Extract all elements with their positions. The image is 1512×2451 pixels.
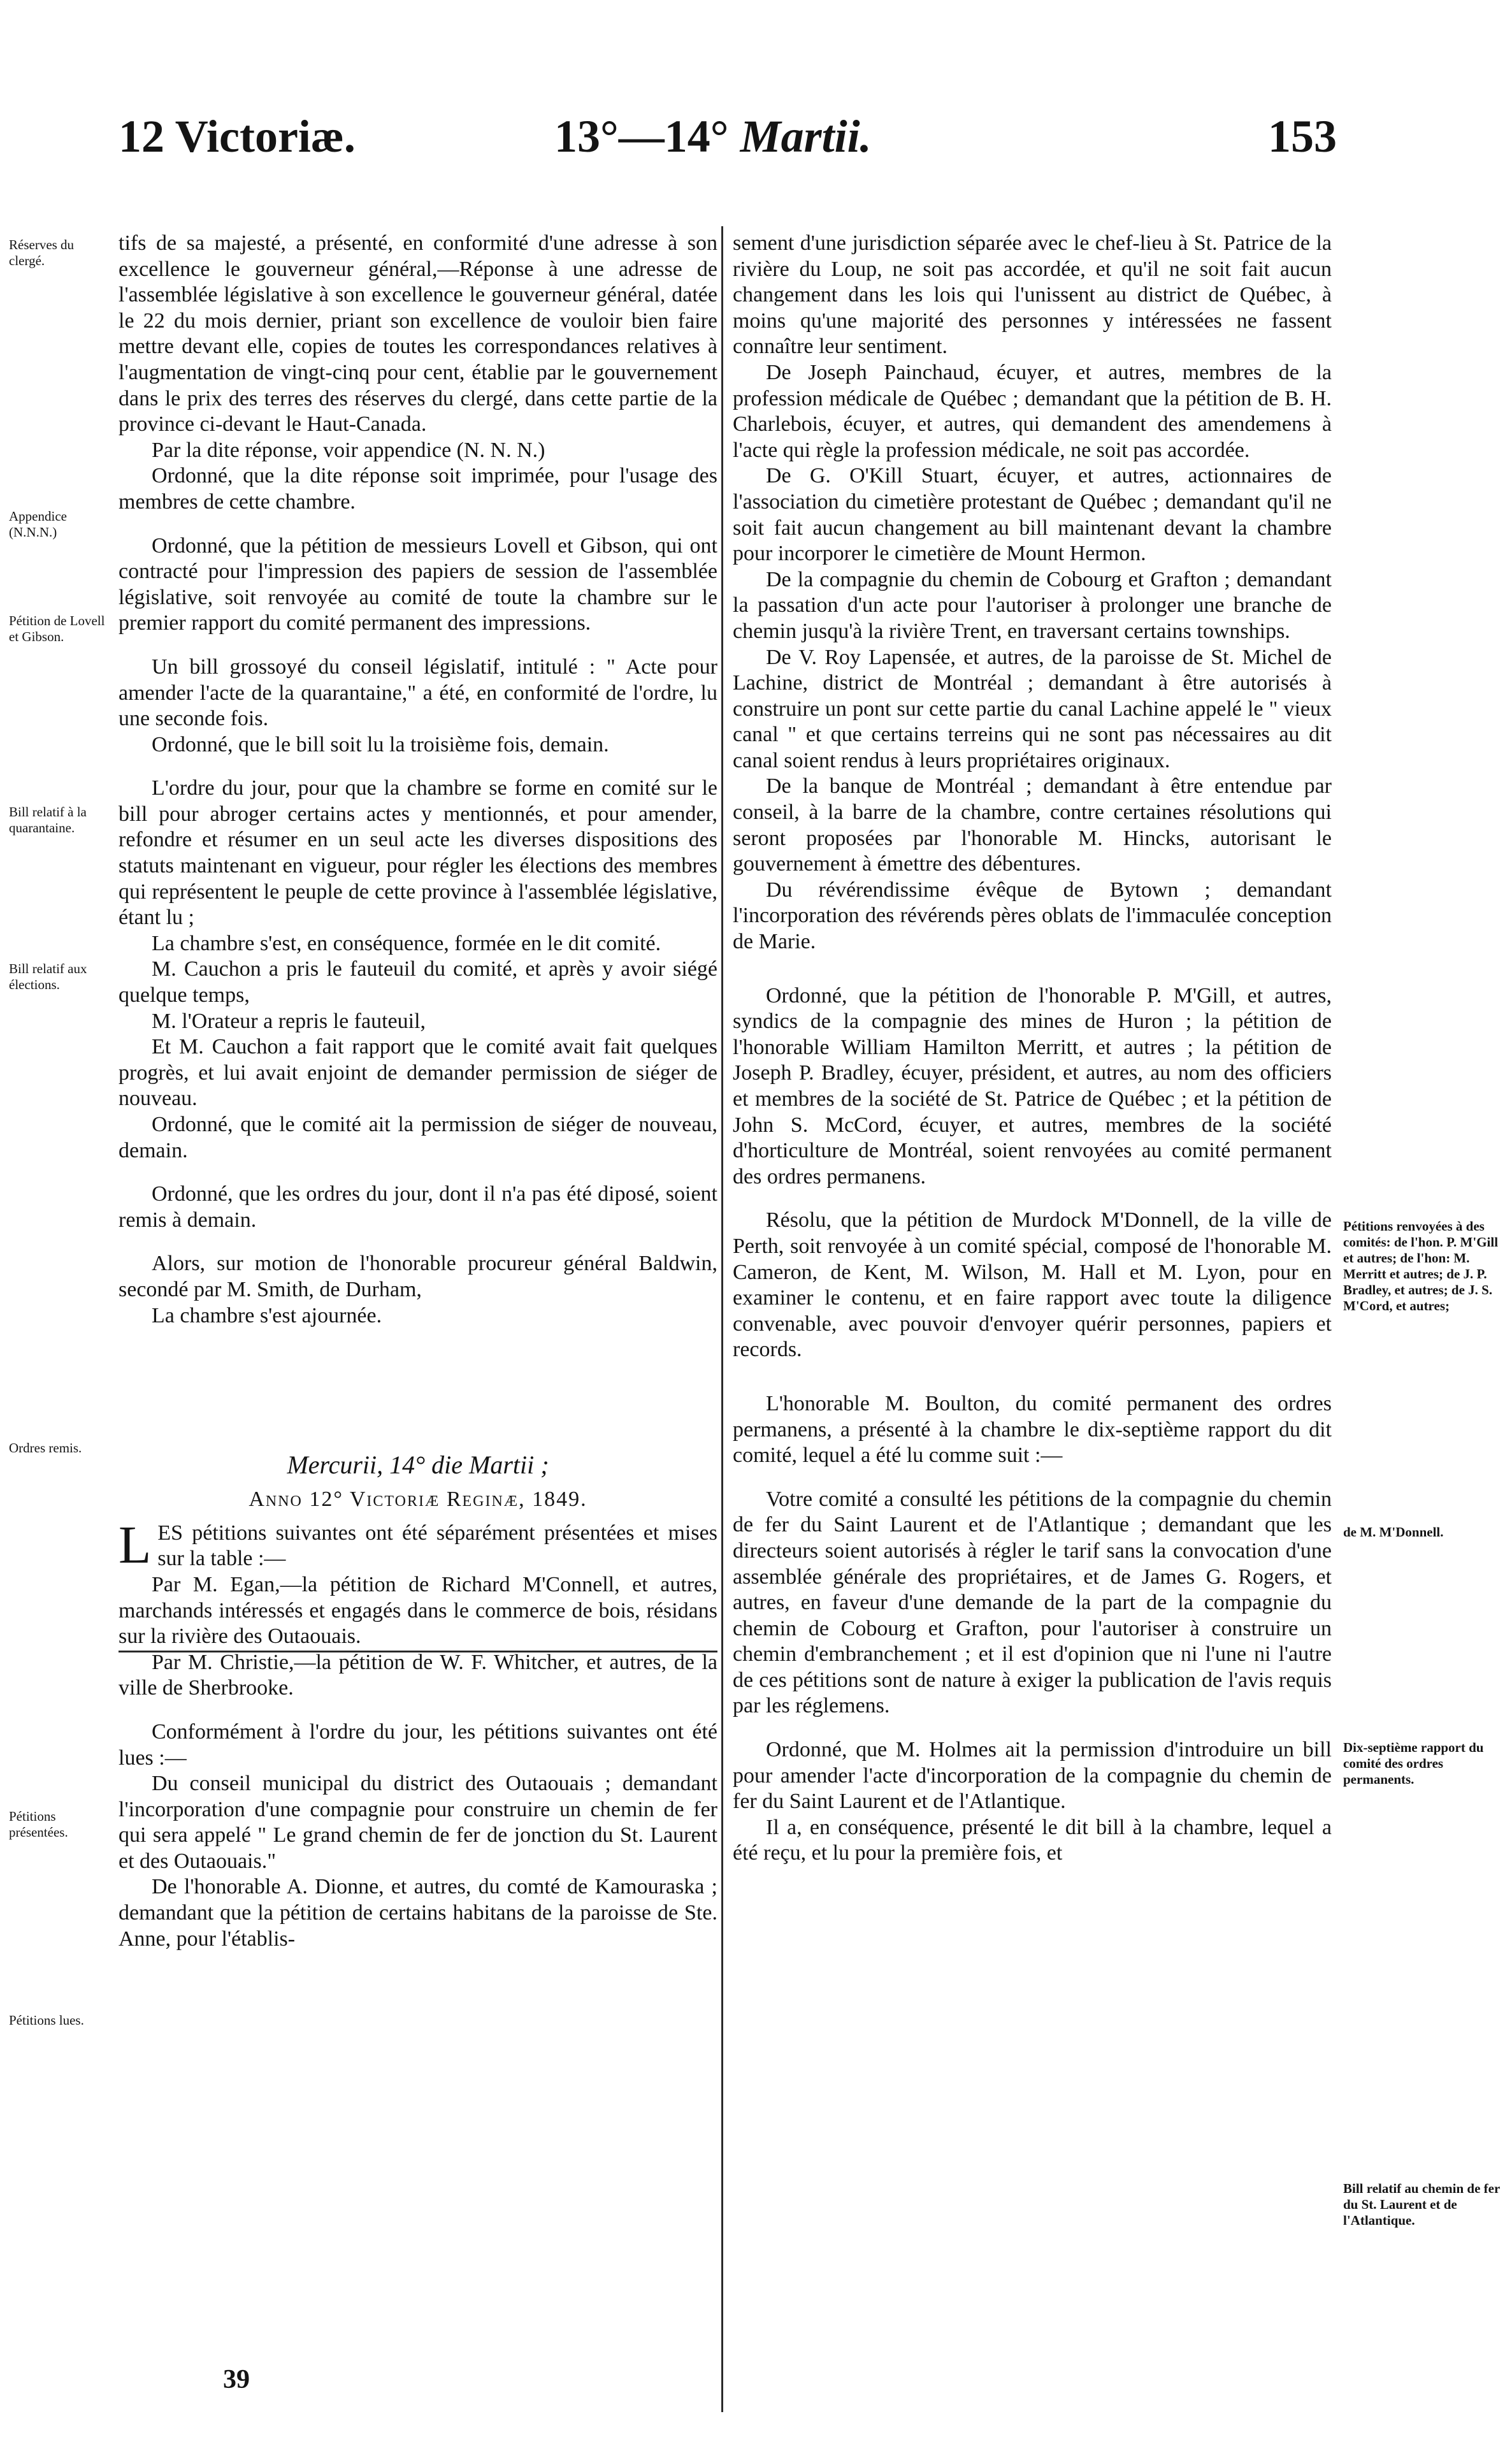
paragraph: tifs de sa majesté, a présenté, en conformité d'une adresse à son excellence le gouverneur général,—Réponse à une adresse de l'assemblée législative à son excellence le gouverneur général, datée le 22 du mois dernier, priant son excellence de vouloir bien faire mettre devant elle, copies de toutes les correspondances relatives à l'augmentation de vingt-cinq pour cent, établie par le gouvernement dans le prix des terres des réserves du clergé, dans cette partie de la province ci-devant le Haut-Canada. <box>119 231 717 437</box>
running-head-days: 13°—14° <box>554 111 729 162</box>
paragraph: Un bill grossoyé du conseil législatif, intitulé : " Acte pour amender l'acte de la quarantaine," a été, en conformité de l'ordre, lu une seconde fois. <box>119 654 717 731</box>
margin-note-mdonnell: de M. M'Donnell. <box>1343 1524 1444 1540</box>
paragraph: De V. Roy Lapensée, et autres, de la paroisse de St. Michel de Lachine, district de Montréal ; demandant à être autorisés à construire un pont sur cette partie du canal Lachine appelé le " vieux canal " et que certains terreins qui ne sont pas nécessaires au dit canal soient rendus à leurs propriétaires originaux. <box>733 645 1332 772</box>
running-head-month: Martii. <box>740 111 872 162</box>
paragraph: L'honorable M. Boulton, du comité permanent des ordres permanens, a présenté à la chambre le dix-septième rapport du dit comité, lequel a été lu comme suit :— <box>733 1391 1332 1468</box>
running-head-left: 12 Victoriæ. <box>119 111 356 162</box>
margin-note-appendice: Appendice (N.N.N.) <box>9 509 67 540</box>
year-line: Anno 12° Victoriæ Reginæ, 1849. <box>248 1487 587 1512</box>
paragraph: Du conseil municipal du district des Outaouais ; demandant l'incorporation d'une compagnie pour construire un chemin de fer qui sera appelé " Le grand chemin de fer de jonction du St. Laurent et des Outaouais." <box>119 1772 717 1873</box>
margin-note-renvoyees: Pétitions renvoyées à des comités: de l'hon. P. M'Gill et autres; de l'hon: M. Merritt et autres; de J. P. Bradley, et autres; de J. S. M'Cord, et autres; <box>1343 1218 1499 1313</box>
running-head-date <box>554 111 872 162</box>
paragraph: M. l'Orateur a repris le fauteuil, <box>152 1009 426 1033</box>
paragraph: Résolu, que la pétition de Murdock M'Donnell, de la ville de Perth, soit renvoyée à un comité spécial, composé de l'honorable M. Cameron, de Kent, M. Wilson, M. Hall et M. Lyon, pour en examiner le contenu, et en faire rapport avec toute la diligence convenable, avec pouvoir d'envoyer quérir personnes, papiers et records. <box>733 1208 1332 1362</box>
drop-cap: L <box>119 1515 152 1575</box>
margin-note-lovell: Pétition de Lovell et Gibson. <box>9 613 105 644</box>
margin-note-dix-septieme: Dix-septième rapport du comité des ordres permanents. <box>1343 1740 1484 1787</box>
paragraph: Par M. Christie,—la pétition de W. F. Whitcher, et autres, de la ville de Sherbrooke. <box>119 1650 717 1700</box>
paragraph: De l'honorable A. Dionne, et autres, du comté de Kamouraska ; demandant que la pétition de certains habitans de la paroisse de Ste. Anne, pour l'établis- <box>119 1875 717 1951</box>
paragraph: Il a, en conséquence, présenté le dit bill à la chambre, lequel a été reçu, et lu pour la première fois, et <box>733 1815 1332 1865</box>
margin-note-reserves: Réserves du clergé. <box>9 237 75 268</box>
paragraph: Conformément à l'ordre du jour, les pétitions suivantes ont été lues :— <box>119 1719 717 1770</box>
paragraph: Ordonné, que les ordres du jour, dont il n'a pas été diposé, soient remis à demain. <box>119 1182 717 1232</box>
paragraph: Votre comité a consulté les pétitions de la compagnie du chemin de fer du Saint Laurent et de l'Atlantique ; demandant que les directeurs soient autorisés à régler le tarif sans la convocation d'une assemblée générale des propriétaires, et de James G. Rogers, et autres, en faveur d'une demande de la part de la compagnie du chemin de Cobourg et Grafton, pour l'autoriser à construire un chemin d'embranchement ; et il est d'opinion que ni l'une ni l'autre de ces pétitions sont de nature à exiger la publication de l'avis requis par les réglemens. <box>733 1487 1332 1718</box>
paragraph: sement d'une jurisdiction séparée avec le chef-lieu à St. Patrice de la rivière du Loup, ne soit pas accordée, et qu'il ne soit fait aucun changement dans les lois qui l'unissent au district de Québec, à moins qu'une majorité des personnes y intéressées ne fassent connaître leur sentiment. <box>733 231 1332 359</box>
paragraph-text: ES pétitions suivantes ont été séparément présentées et mises sur la table :— <box>157 1521 717 1571</box>
paragraph: L'ordre du jour, pour que la chambre se forme en comité sur le bill pour abroger certains actes y mentionnés, et pour amender, refondre et résumer en un seul acte les diverses dispositions des statuts maintenant en vigueur, pour régler les élections des membres qui représentent le peuple de cette province à l'assemblée législative, étant lu ; <box>119 776 717 930</box>
paragraph: De G. O'Kill Stuart, écuyer, et autres, actionnaires de l'association du cimetière protestant de Québec ; demandant qu'il ne soit fait aucun changement au bill maintenant devant la chambre pour incorporer le cimetière de Mount Hermon. <box>733 464 1332 566</box>
section-gap <box>119 1329 717 1450</box>
paragraph: De Joseph Painchaud, écuyer, et autres, membres de la profession médicale de Québec ; demandant que la pétition de B. H. Charlebois, écuyer, et autres, qui demandent des amendemens à l'acte qui règle la profession médicale, ne soit pas accordée. <box>733 360 1332 462</box>
paragraph: Et M. Cauchon a fait rapport que le comité avait fait quelques progrès, et lui avait enjoint de demander permission de siéger de nouveau. <box>119 1035 717 1111</box>
margin-note-ordres: Ordres remis. <box>9 1440 82 1456</box>
right-column <box>733 231 1332 1867</box>
paragraph: Du révérendissime évêque de Bytown ; demandant l'incorporation des révérends pères oblats de l'immaculée conception de Marie. <box>733 878 1332 954</box>
margin-note-bill-st-laurent: Bill relatif au chemin de fer du St. Laurent et de l'Atlantique. <box>1343 2181 1500 2228</box>
margin-note-quarantaine: Bill relatif à la quarantaine. <box>9 804 87 835</box>
paragraph: M. Cauchon a pris le fauteuil du comité, et après y avoir siégé quelque temps, <box>119 957 717 1008</box>
margin-note-lues: Pétitions lues. <box>9 2013 84 2028</box>
paragraph: Ordonné, que le bill soit lu la troisième fois, demain. <box>152 732 609 756</box>
column-divider <box>721 226 723 2412</box>
margin-note-presentees: Pétitions présentées. <box>9 1809 68 1840</box>
paragraph: La chambre s'est, en conséquence, formée en le dit comité. <box>152 931 661 955</box>
paragraph: Ordonné, que la pétition de l'honorable P. M'Gill, et autres, syndics de la compagnie des mines de Huron ; la pétition de l'honorable William Hamilton Merritt, et autres ; la pétition de Joseph P. Bradley, écuyer, président, et autres, au nom des officiers et membres de la société de St. Patrice de Québec ; et la pétition de John S. McCord, écuyer, et autres, membres de la société d'horticulture de Montréal, soient renvoyées au comité permanent des ordres permanens. <box>733 983 1332 1189</box>
paragraph: Ordonné, que la dite réponse soit imprimée, pour l'usage des membres de cette chambre. <box>119 464 717 514</box>
paragraph: De la compagnie du chemin de Cobourg et Grafton ; demandant la passation d'un acte pour l'autoriser à prolonger une branche de chemin jusqu'à la rivière Trent, en traversant certains townships. <box>733 567 1332 643</box>
paragraph: Ordonné, que M. Holmes ait la permission d'introduire un bill pour amender l'acte d'incorporation de la compagnie du chemin de fer du Saint Laurent et de l'Atlantique. <box>733 1738 1332 1814</box>
paragraph: Ordonné, que le comité ait la permission de siéger de nouveau, demain. <box>119 1113 717 1162</box>
paragraph: Ordonné, que la pétition de messieurs Lovell et Gibson, qui ont contracté pour l'impression des papiers de session de l'assemblée législative, soit renvoyée au comité de toute la chambre sur le premier rapport du comité permanent des impressions. <box>119 533 717 635</box>
left-column <box>119 231 717 1952</box>
paragraph: Par la dite réponse, voir appendice (N. N. N.) <box>152 438 545 462</box>
paragraph: La chambre s'est ajournée. <box>152 1303 382 1327</box>
paragraph: Par M. Egan,—la pétition de Richard M'Connell, et autres, marchands intéressés et engagés dans le commerce de bois, résidans sur la rivière des Outaouais. <box>119 1572 717 1649</box>
paragraph: Alors, sur motion de l'honorable procureur général Baldwin, secondé par M. Smith, de Durham, <box>119 1252 717 1301</box>
margin-note-elections: Bill relatif aux élections. <box>9 961 87 992</box>
paragraph <box>119 1515 717 1575</box>
paragraph: De la banque de Montréal ; demandant à être entendue par conseil, à la barre de la chambre, contre certaines résolutions qui seront proposées par l'honorable M. Hincks, autorisant le gouvernement à émettre des débentures. <box>733 774 1332 876</box>
signature-mark: 39 <box>223 2365 250 2394</box>
page-number: 153 <box>1268 111 1337 162</box>
day-title: Mercurii, 14° die Martii ; <box>287 1450 549 1480</box>
